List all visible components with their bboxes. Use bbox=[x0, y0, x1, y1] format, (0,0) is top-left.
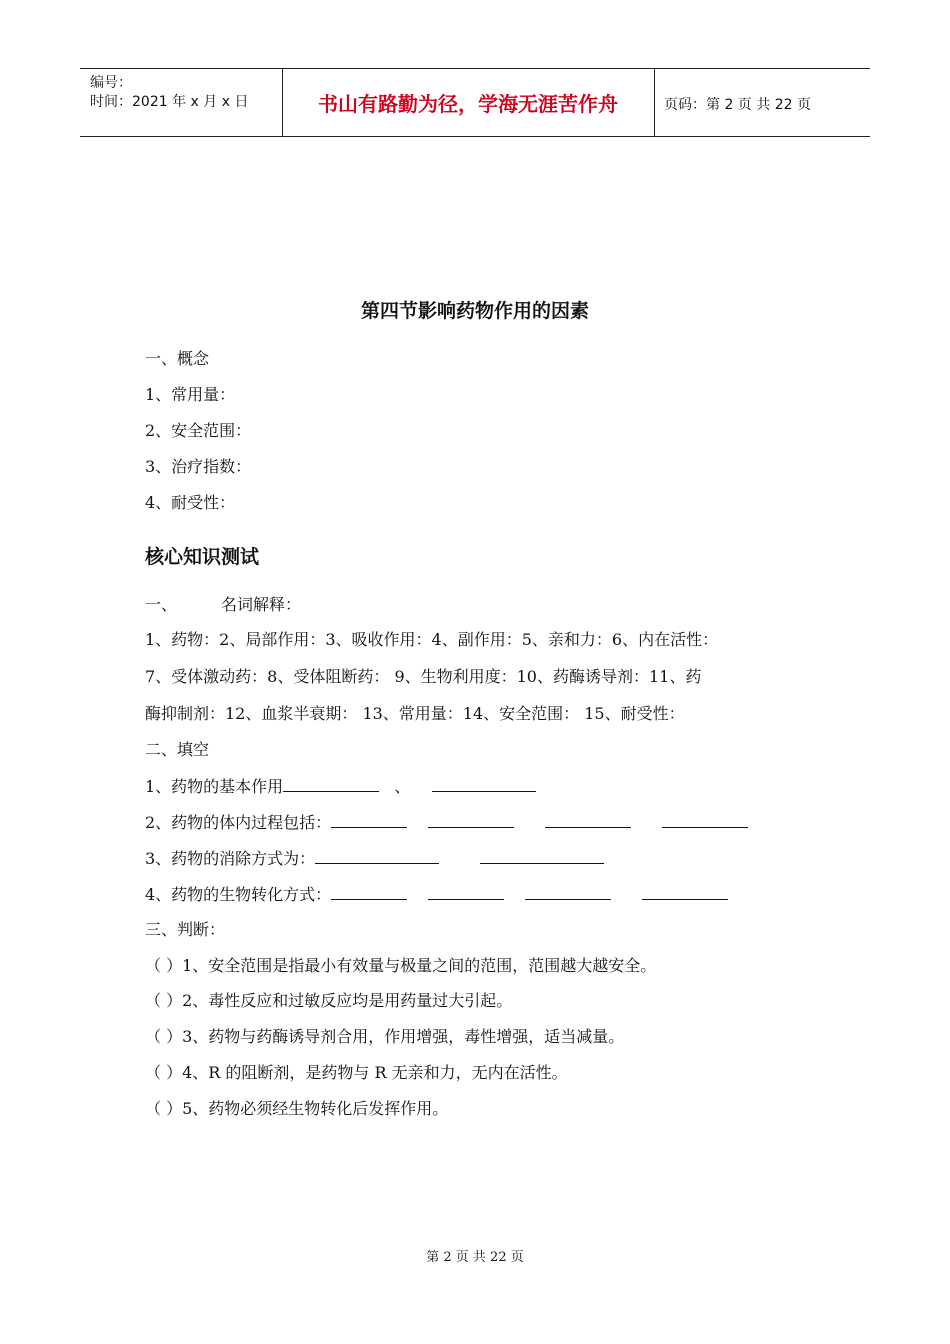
page-info: 页码：第 2 页 共 22 页 bbox=[664, 97, 811, 113]
answer-blank[interactable] bbox=[545, 811, 631, 828]
judge-item: （ ）2、毒性反应和过敏反应均是用药量过大引起。 bbox=[145, 991, 513, 1010]
judge-item: （ ）5、药物必须经生物转化后发挥作用。 bbox=[145, 1099, 449, 1118]
answer-blank[interactable] bbox=[662, 811, 748, 828]
fill-question-3-text: 3、药物的消除方式为： bbox=[145, 849, 316, 868]
serial-number-label: 编号： bbox=[90, 75, 132, 91]
concept-item: 1、常用量： bbox=[145, 385, 236, 404]
header-divider-right bbox=[654, 68, 655, 136]
terms-heading: 一、 名词解释： bbox=[145, 595, 302, 614]
answer-blank[interactable] bbox=[428, 883, 504, 900]
fill-heading: 二、填空 bbox=[145, 740, 210, 759]
fill-question-1-sep: 、 bbox=[394, 777, 411, 796]
header-top-border bbox=[80, 68, 870, 69]
fill-question-4-text: 4、药物的生物转化方式： bbox=[145, 885, 332, 904]
judge-heading: 三、判断： bbox=[145, 920, 226, 939]
terms-line: 7、受体激动药：8、受体阻断药： 9、生物利用度：10、药酶诱导剂：11、药 bbox=[145, 667, 702, 686]
concept-item: 3、治疗指数： bbox=[145, 457, 252, 476]
answer-blank[interactable] bbox=[283, 775, 379, 792]
concepts-heading: 一、概念 bbox=[145, 349, 210, 368]
page-title: 第四节影响药物作用的因素 bbox=[360, 300, 589, 322]
answer-blank[interactable] bbox=[525, 883, 611, 900]
answer-blank[interactable] bbox=[331, 811, 407, 828]
judge-item: （ ）3、药物与药酶诱导剂合用，作用增强，毒性增强，适当减量。 bbox=[145, 1027, 625, 1046]
answer-blank[interactable] bbox=[480, 847, 604, 864]
answer-blank[interactable] bbox=[642, 883, 728, 900]
concept-item: 2、安全范围： bbox=[145, 421, 252, 440]
fill-question-2 bbox=[145, 811, 748, 834]
terms-line: 酶抑制剂：12、血浆半衰期： 13、常用量：14、安全范围： 15、耐受性： bbox=[145, 704, 685, 723]
judge-item: （ ）1、安全范围是指最小有效量与极量之间的范围，范围越大越安全。 bbox=[145, 956, 657, 975]
motto: 书山有路勤为径，学海无涯苦作舟 bbox=[318, 92, 618, 116]
terms-line: 1、药物：2、局部作用：3、吸收作用：4、副作用：5、亲和力：6、内在活性： bbox=[145, 630, 719, 649]
header-bottom-border bbox=[80, 136, 870, 137]
answer-blank[interactable] bbox=[428, 811, 514, 828]
judge-item: （ ）4、R 的阻断剂，是药物与 R 无亲和力，无内在活性。 bbox=[145, 1063, 568, 1082]
fill-question-2-text: 2、药物的体内过程包括： bbox=[145, 813, 332, 832]
fill-question-1 bbox=[145, 775, 536, 798]
fill-question-3 bbox=[145, 847, 604, 870]
concept-item: 4、耐受性： bbox=[145, 493, 236, 512]
date-label: 时间：2021 年 x 月 x 日 bbox=[90, 94, 249, 110]
page-footer: 第 2 页 共 22 页 bbox=[426, 1250, 524, 1265]
fill-question-1-text: 1、药物的基本作用 bbox=[145, 777, 284, 796]
answer-blank[interactable] bbox=[331, 883, 407, 900]
answer-blank[interactable] bbox=[432, 775, 536, 792]
section-heading: 核心知识测试 bbox=[145, 546, 260, 568]
fill-question-4 bbox=[145, 883, 728, 906]
answer-blank[interactable] bbox=[315, 847, 439, 864]
